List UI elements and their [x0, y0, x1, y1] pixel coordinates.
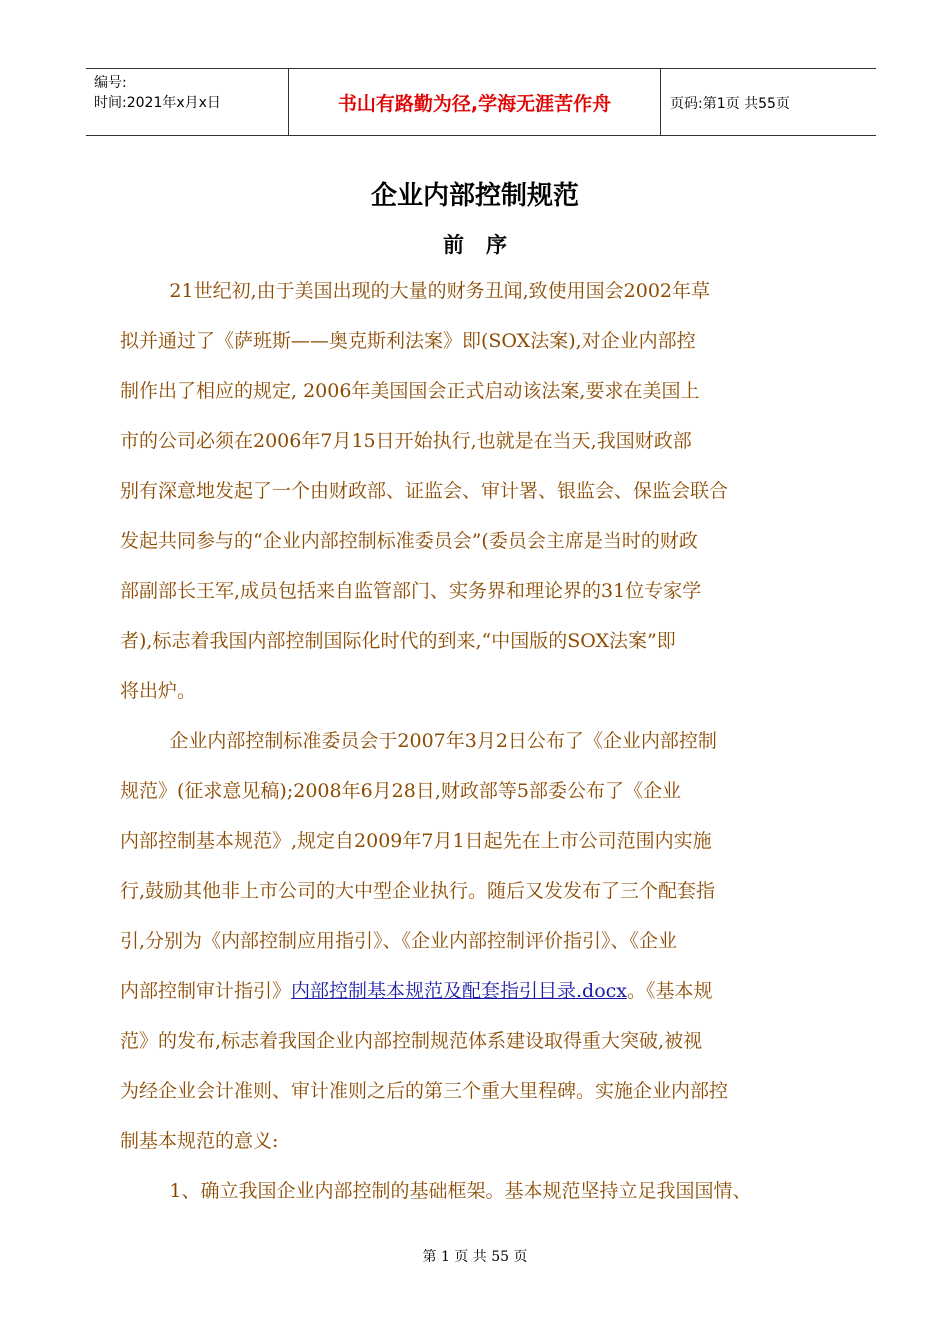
header-number-label: 编号: — [94, 75, 127, 91]
text-line: 1、确立我国企业内部控制的基础框架。基本规范坚持立足我国国情、 — [169, 1180, 752, 1202]
text-line: 范》的发布,标志着我国企业内部控制规范体系建设取得重大突破,被视 — [120, 1030, 703, 1052]
document-title: 企业内部控制规范 — [370, 181, 579, 211]
text-line: 企业内部控制标准委员会于2007年3月2日公布了《企业内部控制 — [169, 730, 717, 752]
paragraph-3 — [120, 1166, 844, 1216]
paragraph-1 — [120, 266, 844, 716]
text-line: 市的公司必须在2006年7月15日开始执行,也就是在当天,我国财政部 — [120, 430, 692, 452]
text-line: 拟并通过了《萨班斯——奥克斯利法案》即(SOX法案),对企业内部控 — [120, 330, 696, 352]
header-motto: 书山有路勤为径,学海无涯苦作舟 — [337, 93, 612, 115]
text-line: 行,鼓励其他非上市公司的大中型企业执行。随后又发发布了三个配套指 — [120, 880, 716, 902]
text-line: 制作出了相应的规定, 2006年美国国会正式启动该法案,要求在美国上 — [120, 380, 700, 402]
text-line: 部副部长王军,成员包括来自监管部门、实务界和理论界的31位专家学 — [120, 580, 702, 602]
text-line-with-link — [120, 966, 844, 1016]
document-link[interactable]: 内部控制基本规范及配套指引目录.docx — [291, 980, 628, 1002]
page-header — [86, 68, 876, 136]
text-segment: 。《基本规 — [627, 980, 713, 1002]
text-line: 内部控制基本规范》,规定自2009年7月1日起先在上市公司范围内实施 — [120, 830, 712, 852]
header-meta — [94, 73, 284, 113]
text-segment: 内部控制审计指引》 — [120, 980, 292, 1002]
text-line: 发起共同参与的“企业内部控制标准委员会”(委员会主席是当时的财政 — [120, 530, 698, 552]
text-line: 者),标志着我国内部控制国际化时代的到来,“中国版的SOX法案”即 — [120, 630, 676, 652]
document-body — [120, 266, 844, 1216]
paragraph-2 — [120, 716, 844, 1166]
header-time-label: 时间:2021年x月x日 — [94, 95, 221, 111]
header-divider — [660, 69, 661, 135]
text-line: 规范》(征求意见稿);2008年6月28日,财政部等5部委公布了《企业 — [120, 780, 681, 802]
text-line: 制基本规范的意义: — [120, 1130, 279, 1152]
page-footer: 第 1 页 共 55 页 — [422, 1249, 528, 1265]
text-line: 为经企业会计准则、审计准则之后的第三个重大里程碑。实施企业内部控 — [120, 1080, 729, 1102]
text-line: 21世纪初,由于美国出现的大量的财务丑闻,致使用国会2002年草 — [169, 280, 711, 302]
document-subtitle: 前序 — [443, 232, 529, 257]
text-line: 将出炉。 — [120, 680, 197, 702]
text-line: 别有深意地发起了一个由财政部、证监会、审计署、银监会、保监会联合 — [120, 480, 729, 502]
header-page-label: 页码:第1页 共55页 — [670, 96, 790, 112]
text-line: 引,分别为《内部控制应用指引》、《企业内部控制评价指引》、《企业 — [120, 930, 678, 952]
